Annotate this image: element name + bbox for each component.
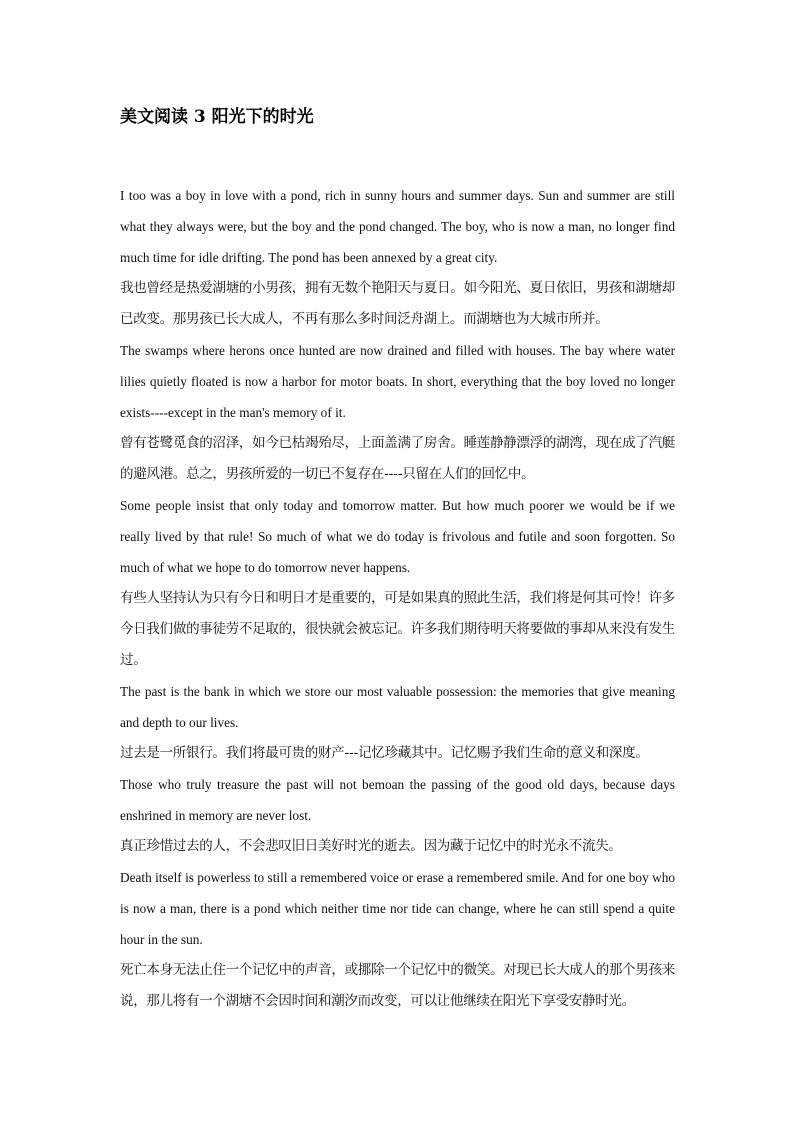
article-body [120, 180, 675, 1017]
paragraph-english-2: The swamps where herons once hunted are now drained and filled with houses. The bay where water lilies quietly floated is now a harbor for motor boats. In short, everything that the boy loved no longer exists----except in the man's memory of it. [120, 343, 675, 420]
paragraph-chinese-6: 死亡本身无法止住一个记忆中的声音，或挪除一个记忆中的微笑。对现已长大成人的那个男孩来说，那儿将有一个湖塘不会因时间和潮汐而改变，可以让他继续在阳光下享受安静时光。 [120, 962, 675, 1009]
document-title: 美文阅读 3 阳光下的时光 [120, 107, 314, 127]
paragraph-english-3: Some people insist that only today and tomorrow matter. But how much poorer we would be if we really lived by that rule! So much of what we do today is frivolous and futile and soon forgotten. So much of what we hope to do tomorrow never happens. [120, 498, 675, 575]
paragraph-chinese-1: 我也曾经是热爱湖塘的小男孩，拥有无数个艳阳天与夏日。如今阳光、夏日依旧，男孩和湖塘却已改变。那男孩已长大成人，不再有那么多时间泛舟湖上。而湖塘也为大城市所并。 [120, 280, 675, 327]
paragraph-english-1: I too was a boy in love with a pond, rich in sunny hours and summer days. Sun and summer are still what they always were, but the boy and the pond changed. The boy, who is now a man, no longer find much time for idle drifting. The pond has been annexed by a great city. [120, 188, 675, 265]
paragraph-english-6: Death itself is powerless to still a remembered voice or erase a remembered smile. And for one boy who is now a man, there is a pond which neither time nor tide can change, where he can still spend a quite hour in the sun. [120, 870, 675, 947]
paragraph-chinese-4: 过去是一所银行。我们将最可贵的财产---记忆珍藏其中。记忆赐予我们生命的意义和深度。 [120, 745, 649, 761]
paragraph-chinese-5: 真正珍惜过去的人，不会悲叹旧日美好时光的逝去。因为藏于记忆中的时光永不流失。 [120, 838, 622, 854]
paragraph-chinese-2: 曾有苍鹭觅食的沼泽，如今已枯竭殆尽，上面盖满了房舍。睡莲静静漂浮的湖湾，现在成了汽艇的避风港。总之，男孩所爱的一切已不复存在----只留在人们的回忆中。 [120, 435, 675, 482]
paragraph-english-4: The past is the bank in which we store our most valuable possession: the memories that give meaning and depth to our lives. [120, 684, 675, 730]
paragraph-english-5: Those who truly treasure the past will not bemoan the passing of the good old days, because days enshrined in memory are never lost. [120, 777, 675, 823]
paragraph-chinese-3: 有些人坚持认为只有今日和明日才是重要的，可是如果真的照此生活，我们将是何其可怜！许多今日我们做的事徒劳不足取的，很快就会被忘记。许多我们期待明天将要做的事却从来没有发生过。 [120, 590, 675, 668]
